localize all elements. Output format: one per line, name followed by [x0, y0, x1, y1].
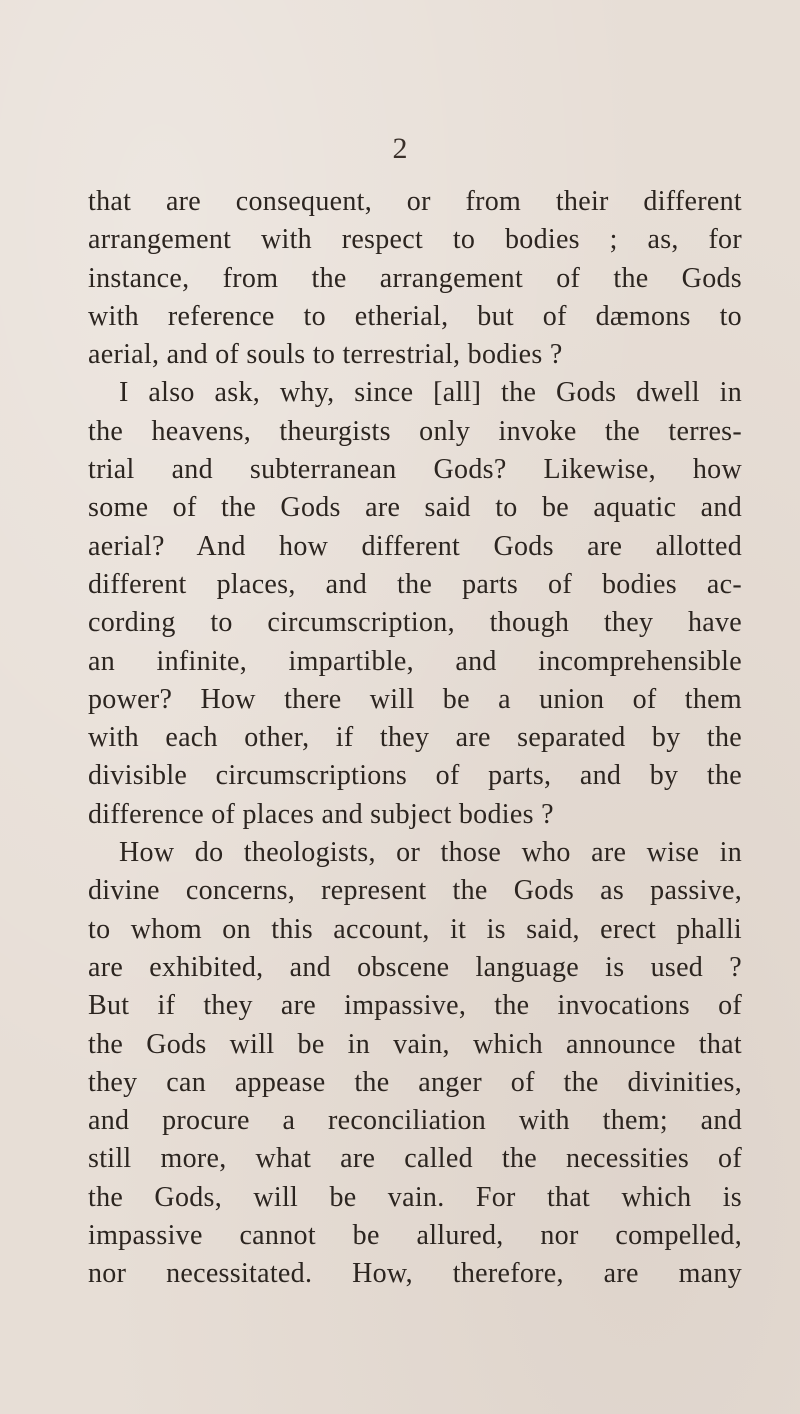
text-line: But if they are impassive, the invocations of: [88, 990, 742, 1022]
text-line: difference of places and subject bodies ?: [88, 798, 554, 830]
text-line: to whom on this account, it is said, erect phalli: [88, 913, 742, 945]
text-line: that are consequent, or from their different: [88, 186, 742, 217]
text-line: impassive cannot be allured, nor compelled,: [88, 1220, 742, 1252]
page-number: 2: [392, 132, 408, 165]
text-line: some of the Gods are said to be aquatic and: [88, 492, 742, 524]
text-line: are exhibited, and obscene language is used ?: [88, 951, 742, 983]
body-text: [88, 183, 742, 1294]
text-line: cording to circumscription, though they have: [88, 607, 742, 639]
text-line: aerial, and of souls to terrestrial, bodies ?: [88, 339, 563, 371]
text-line: and procure a reconciliation with them; and: [88, 1105, 742, 1137]
text-line: power? How there will be a union of them: [88, 683, 742, 715]
text-line: still more, what are called the necessities of: [88, 1143, 742, 1175]
text-line: arrangement with respect to bodies ; as, for: [88, 224, 742, 256]
text-line: they can appease the anger of the divinities,: [88, 1066, 742, 1098]
text-line: with reference to etherial, but of dæmons to: [88, 300, 742, 332]
text-line: How do theologists, or those who are wise in: [119, 837, 742, 869]
text-line: aerial? And how different Gods are allotted: [88, 530, 742, 562]
text-line: the Gods, will be vain. For that which is: [88, 1181, 742, 1213]
text-line: an infinite, impartible, and incomprehensible: [88, 645, 742, 677]
text-line: different places, and the parts of bodies ac-: [88, 568, 742, 600]
text-line: the Gods will be in vain, which announce that: [88, 1028, 742, 1060]
text-line: nor necessitated. How, therefore, are many: [88, 1258, 742, 1290]
text-line: trial and subterranean Gods? Likewise, how: [88, 454, 742, 486]
text-line: the heavens, theurgists only invoke the terres-: [88, 415, 742, 447]
text-line: I also ask, why, since [all] the Gods dwell in: [119, 377, 742, 409]
text-line: divisible circumscriptions of parts, and by the: [88, 760, 742, 792]
text-line: with each other, if they are separated by the: [88, 722, 742, 754]
text-line: divine concerns, represent the Gods as passive,: [88, 875, 742, 907]
text-line: instance, from the arrangement of the Gods: [88, 262, 742, 294]
